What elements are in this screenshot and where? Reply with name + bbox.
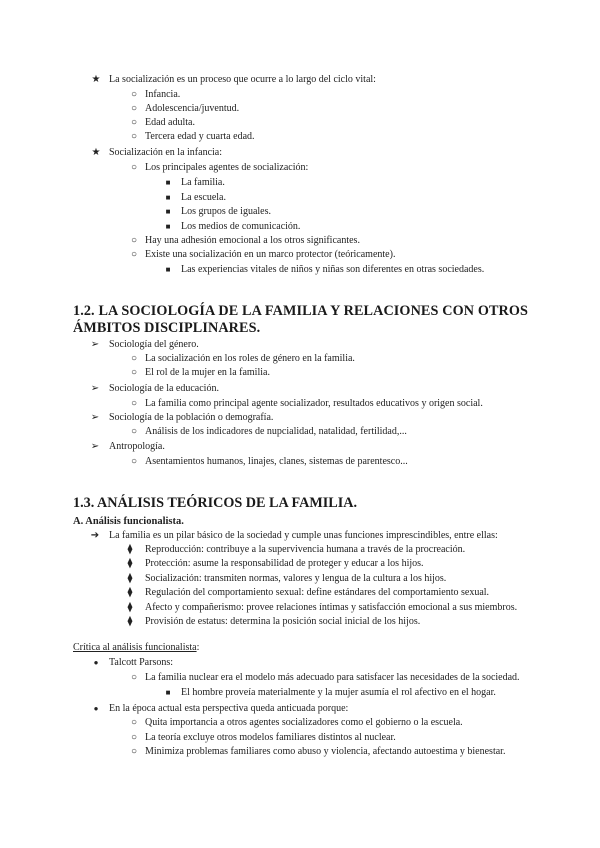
circle-bullet-icon: ○ xyxy=(130,732,138,743)
list-item: Talcott Parsons: xyxy=(109,657,174,668)
circle-bullet-icon: ○ xyxy=(130,456,138,467)
dot-bullet-icon: ● xyxy=(93,704,99,713)
list-item: La familia como principal agente socializador, resultados educativos y origen social. xyxy=(145,398,483,409)
list-item: La escuela. xyxy=(181,192,226,203)
list-item: La socialización es un proceso que ocurre a lo largo del ciclo vital: xyxy=(109,74,376,85)
arrowhead-bullet-icon: ➢ xyxy=(90,441,100,452)
circle-bullet-icon: ○ xyxy=(130,426,138,437)
list-item: Asentamientos humanos, linajes, clanes, sistemas de parentesco... xyxy=(145,456,408,467)
diamond-bullet-icon: ⧫ xyxy=(127,573,133,584)
arrow-bullet-icon: ➔ xyxy=(90,530,100,541)
critique-title xyxy=(73,641,199,655)
list-item: Análisis de los indicadores de nupcialidad, natalidad, fertilidad,... xyxy=(145,426,407,437)
arrowhead-bullet-icon: ➢ xyxy=(90,383,100,394)
list-item: Antropología. xyxy=(109,441,165,452)
list-item: Minimiza problemas familiares como abuso y violencia, afectando autoestima y bienestar. xyxy=(145,746,506,757)
circle-bullet-icon: ○ xyxy=(130,162,138,173)
list-item: Infancia. xyxy=(145,89,181,100)
list-item: Tercera edad y cuarta edad. xyxy=(145,131,255,142)
list-item: Edad adulta. xyxy=(145,117,195,128)
list-item: Protección: asume la responsabilidad de proteger y educar a los hijos. xyxy=(145,558,424,569)
section-heading: 1.3. ANÁLISIS TEÓRICOS DE LA FAMILIA. xyxy=(73,495,358,511)
circle-bullet-icon: ○ xyxy=(130,717,138,728)
list-item: La familia. xyxy=(181,177,225,188)
critique-title-colon: : xyxy=(196,642,200,653)
arrowhead-bullet-icon: ➢ xyxy=(90,412,100,423)
list-item: Adolescencia/juventud. xyxy=(145,103,240,114)
diamond-bullet-icon: ⧫ xyxy=(127,587,133,598)
diamond-bullet-icon: ⧫ xyxy=(127,558,133,569)
circle-bullet-icon: ○ xyxy=(130,398,138,409)
list-item: En la época actual esta perspectiva queda anticuada porque: xyxy=(109,703,349,714)
diamond-bullet-icon: ⧫ xyxy=(127,616,133,627)
circle-bullet-icon: ○ xyxy=(130,131,138,142)
circle-bullet-icon: ○ xyxy=(130,672,138,683)
circle-bullet-icon: ○ xyxy=(130,117,138,128)
diamond-bullet-icon: ⧫ xyxy=(127,602,133,613)
list-item: Sociología del género. xyxy=(109,339,199,350)
square-bullet-icon: ■ xyxy=(165,207,171,216)
list-item: Los principales agentes de socialización: xyxy=(145,162,309,173)
list-item: El rol de la mujer en la familia. xyxy=(145,367,270,378)
list-item: Hay una adhesión emocional a los otros significantes. xyxy=(145,235,360,246)
list-item: Regulación del comportamiento sexual: define estándares del comportamiento sexual. xyxy=(145,587,490,598)
list-item: El hombre proveía materialmente y la mujer asumía el rol afectivo en el hogar. xyxy=(181,687,496,698)
square-bullet-icon: ■ xyxy=(165,688,171,697)
list-item: Socialización: transmiten normas, valores y lengua de la cultura a los hijos. xyxy=(145,573,447,584)
circle-bullet-icon: ○ xyxy=(130,235,138,246)
circle-bullet-icon: ○ xyxy=(130,103,138,114)
list-item: La socialización en los roles de género en la familia. xyxy=(145,353,355,364)
circle-bullet-icon: ○ xyxy=(130,367,138,378)
list-item: Provisión de estatus: determina la posición social inicial de los hijos. xyxy=(145,616,421,627)
list-item: La familia nuclear era el modelo más adecuado para satisfacer las necesidades de la sociedad. xyxy=(145,672,520,683)
diamond-bullet-icon: ⧫ xyxy=(127,544,133,555)
dot-bullet-icon: ● xyxy=(93,658,99,667)
arrowhead-bullet-icon: ➢ xyxy=(90,339,100,350)
list-item: Quita importancia a otros agentes socializadores como el gobierno o la escuela. xyxy=(145,717,463,728)
square-bullet-icon: ■ xyxy=(165,193,171,202)
star-bullet-icon: ★ xyxy=(91,74,101,85)
list-item: La teoría excluye otros modelos familiares distintos al nuclear. xyxy=(145,732,396,743)
circle-bullet-icon: ○ xyxy=(130,746,138,757)
list-item: Existe una socialización en un marco protector (teóricamente). xyxy=(145,249,396,260)
square-bullet-icon: ■ xyxy=(165,222,171,231)
square-bullet-icon: ■ xyxy=(165,178,171,187)
circle-bullet-icon: ○ xyxy=(130,249,138,260)
list-item: Sociología de la población o demografía. xyxy=(109,412,274,423)
critique-title-text: Crítica al análisis funcionalista xyxy=(73,642,197,653)
list-item: Los medios de comunicación. xyxy=(181,221,301,232)
circle-bullet-icon: ○ xyxy=(130,353,138,364)
square-bullet-icon: ■ xyxy=(165,265,171,274)
list-item: Las experiencias vitales de niños y niñas son diferentes en otras sociedades. xyxy=(181,264,485,275)
list-item: Socialización en la infancia: xyxy=(109,147,223,158)
circle-bullet-icon: ○ xyxy=(130,89,138,100)
list-item: Reproducción: contribuye a la supervivencia humana a través de la procreación. xyxy=(145,544,466,555)
star-bullet-icon: ★ xyxy=(91,147,101,158)
list-item: Los grupos de iguales. xyxy=(181,206,271,217)
list-item: Afecto y compañerismo: provee relaciones íntimas y satisfacción emocional a sus miembros. xyxy=(145,602,518,613)
list-item: Sociología de la educación. xyxy=(109,383,219,394)
list-item: La familia es un pilar básico de la sociedad y cumple unas funciones imprescindibles, entre ellas: xyxy=(109,530,498,541)
subheading: A. Análisis funcionalista. xyxy=(73,516,184,527)
section-heading: 1.2. LA SOCIOLOGÍA DE LA FAMILIA Y RELACIONES CON OTROS ÁMBITOS DISCIPLINARES. xyxy=(73,303,528,336)
